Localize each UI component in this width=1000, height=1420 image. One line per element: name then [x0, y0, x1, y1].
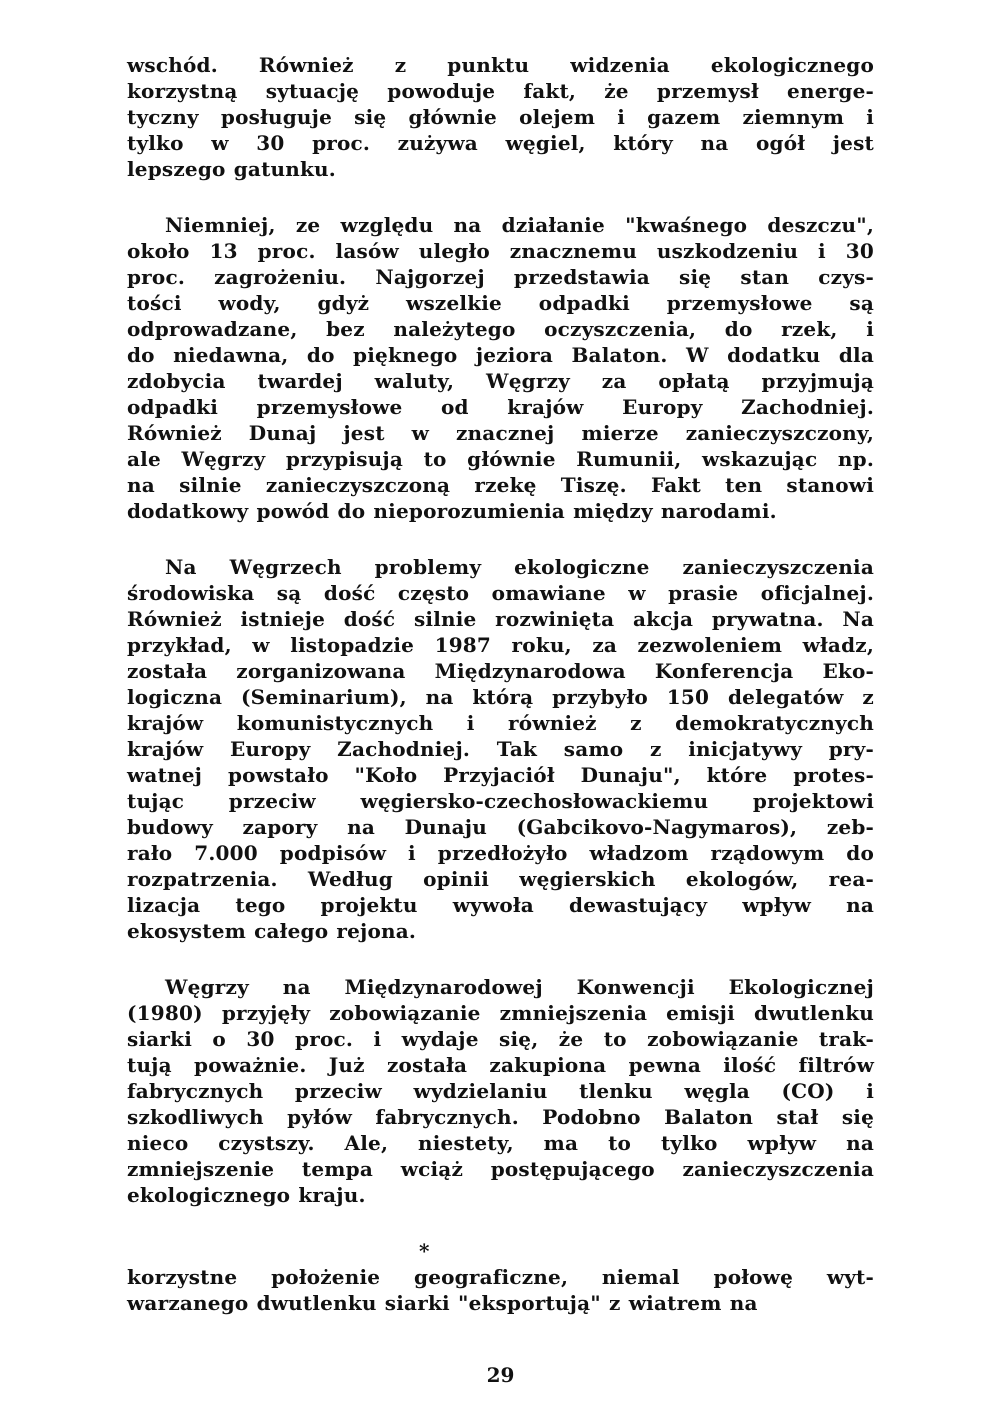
text-line: ale Węgrzy przypisują to głównie Rumunii, wskazując np.: [127, 447, 874, 471]
text-line: watnej powstało "Koło Przyjaciół Dunaju", które protes-: [127, 763, 874, 787]
text-line: (1980) przyjęły zobowiązanie zmniejszenia emisji dwutlenku: [127, 1001, 874, 1025]
text-line: tują poważnie. Już została zakupiona pewna ilość filtrów: [127, 1053, 874, 1077]
text-line: budowy zapory na Dunaju (Gabcikovo-Nagymaros), zeb-: [127, 815, 874, 839]
text-line: ekosystem całego rejona.: [127, 919, 417, 943]
paragraph: [127, 52, 874, 182]
text-line: wschód. Również z punktu widzenia ekologicznego: [127, 53, 874, 77]
text-line: lepszego gatunku.: [127, 157, 336, 181]
page-text-block: [127, 52, 874, 1388]
text-line: krajów komunistycznych i również z demokratycznych: [127, 711, 874, 735]
text-line: Również Dunaj jest w znacznej mierze zanieczyszczony,: [127, 421, 874, 445]
text-line: została zorganizowana Międzynarodowa Konferencja Eko-: [127, 659, 874, 683]
text-line: odprowadzane, bez należytego oczyszczenia, do rzek, i: [127, 317, 874, 341]
text-line: lizacja tego projektu wywoła dewastujący wpływ na: [127, 893, 874, 917]
text-line: tując przeciw węgiersko-czechosłowackiemu projektowi: [127, 789, 874, 813]
text-line: na silnie zanieczyszczoną rzekę Tiszę. Fakt ten stanowi: [127, 473, 874, 497]
text-line: tylko w 30 proc. zużywa węgiel, który na ogół jest: [127, 131, 874, 155]
text-line: rało 7.000 podpisów i przedłożyło władzom rządowym do: [127, 841, 874, 865]
text-line: proc. zagrożeniu. Najgorzej przedstawia się stan czys-: [127, 265, 874, 289]
text-line: nieco czystszy. Ale, niestety, ma to tylko wpływ na: [127, 1131, 874, 1155]
text-line: tości wody, gdyż wszelkie odpadki przemysłowe są: [127, 291, 874, 315]
text-line: ekologicznego kraju.: [127, 1183, 366, 1207]
text-line: rozpatrzenia. Według opinii węgierskich ekologów, rea-: [127, 867, 874, 891]
text-line: odpadki przemysłowe od krajów Europy Zachodniej.: [127, 395, 874, 419]
text-line: Węgrzy na Międzynarodowej Konwencji Ekologicznej: [165, 975, 874, 999]
body-paragraphs: [127, 52, 874, 1208]
text-line: Na Węgrzech problemy ekologiczne zanieczyszczenia: [165, 555, 874, 579]
page-number: 29: [486, 1363, 515, 1387]
text-line: logiczna (Seminarium), na którą przybyło 150 delegatów z: [127, 685, 874, 709]
paragraph: [127, 212, 874, 524]
text-line: korzystną sytuację powoduje fakt, że przemysł energe-: [127, 79, 874, 103]
text-line: środowiska są dość często omawiane w prasie oficjalnej.: [127, 581, 874, 605]
paragraph: [127, 554, 874, 944]
text-line: przykład, w listopadzie 1987 roku, za zezwoleniem władz,: [127, 633, 874, 657]
paragraph: [127, 974, 874, 1208]
text-line: Niemniej, ze względu na działanie "kwaśnego deszczu",: [165, 213, 874, 237]
footnote-separator: *: [419, 1239, 430, 1263]
text-line: tyczny posługuje się głównie olejem i gazem ziemnym i: [127, 105, 874, 129]
text-line: dodatkowy powód do nieporozumienia między narodami.: [127, 499, 777, 523]
text-line: zdobycia twardej waluty, Węgrzy za opłatą przyjmują: [127, 369, 874, 393]
text-line: do niedawna, do pięknego jeziora Balaton. W dodatku dla: [127, 343, 874, 367]
text-line: około 13 proc. lasów uległo znacznemu uszkodzeniu i 30: [127, 239, 874, 263]
text-line: zmniejszenie tempa wciąż postępującego zanieczyszczenia: [127, 1157, 874, 1181]
text-line: Również istnieje dość silnie rozwinięta akcja prywatna. Na: [127, 607, 874, 631]
text-line: fabrycznych przeciw wydzielaniu tlenku węgla (CO) i: [127, 1079, 874, 1103]
text-line: korzystne położenie geograficzne, niemal połowę wyt-: [127, 1265, 874, 1289]
footnote: [127, 1264, 874, 1316]
text-line: siarki o 30 proc. i wydaje się, że to zobowiązanie trak-: [127, 1027, 874, 1051]
text-line: warzanego dwutlenku siarki "eksportują" z wiatrem na: [127, 1291, 758, 1315]
text-line: szkodliwych pyłów fabrycznych. Podobno Balaton stał się: [127, 1105, 874, 1129]
text-line: krajów Europy Zachodniej. Tak samo z inicjatywy pry-: [127, 737, 874, 761]
